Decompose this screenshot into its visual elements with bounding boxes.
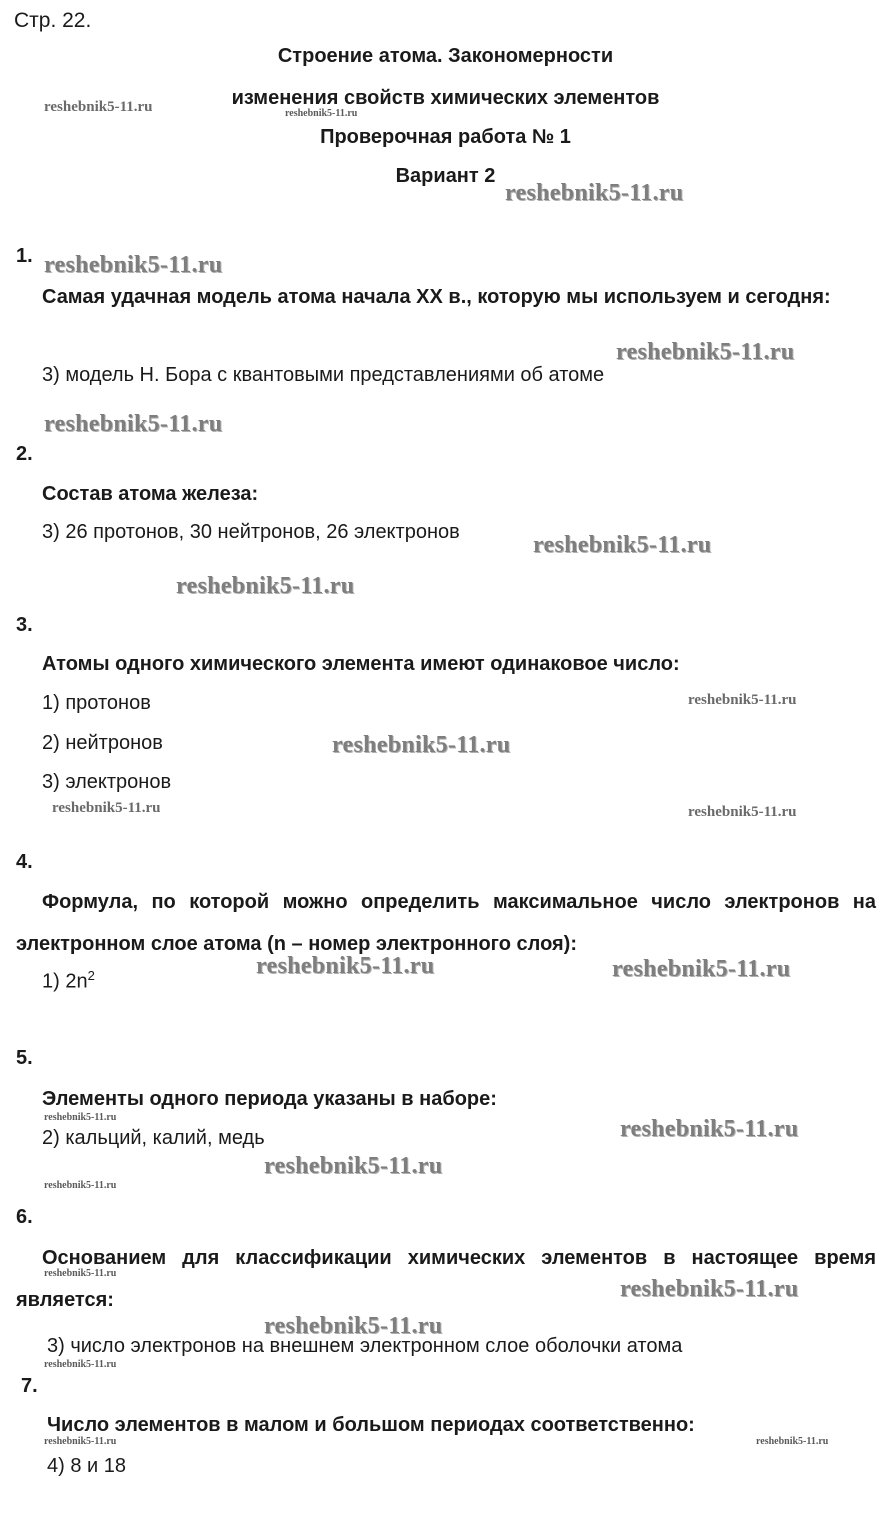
watermark: reshebnik5-11.ru [620,1116,799,1142]
question-number: 2. [16,443,33,465]
watermark: reshebnik5-11.ru [505,180,684,206]
answer: 2) нейтронов [42,732,163,754]
watermark: reshebnik5-11.ru [44,1112,117,1123]
watermark: reshebnik5-11.ru [264,1153,443,1179]
watermark: reshebnik5-11.ru [620,1276,799,1302]
watermark: reshebnik5-11.ru [44,411,223,437]
page-title-line-2: изменения свойств химических элементов [231,87,660,109]
watermark: reshebnik5-11.ru [52,800,161,816]
question-number: 3. [16,614,33,636]
watermark: reshebnik5-11.ru [264,1313,443,1339]
watermark: reshebnik5-11.ru [44,1359,117,1370]
variant-title: Вариант 2 [395,165,496,187]
question-text: Формула, по которой можно определить максимальное число электронов на электронном слое атома (n – номер электронного слоя): [16,891,876,955]
answer: 3) электронов [42,771,172,793]
answer: 3) число электронов на внешнем электронном слое оболочки атома [47,1335,683,1357]
question-number: 1. [16,245,33,267]
watermark: reshebnik5-11.ru [44,1436,117,1447]
question-text: Самая удачная модель атома начала XX в., которую мы используем и сегодня: [42,286,831,308]
answer: 3) 26 протонов, 30 нейтронов, 26 электронов [42,521,460,543]
watermark: reshebnik5-11.ru [285,108,358,119]
watermark: reshebnik5-11.ru [612,956,791,982]
question-text: Элементы одного периода указаны в наборе: [42,1088,497,1110]
answer: 1) $2n^2$ [42,968,95,993]
question-text: Основанием для классификации химических элементов в настоящее время является: [16,1247,876,1311]
answer: 1) протонов [42,692,151,714]
watermark: reshebnik5-11.ru [44,1268,117,1279]
watermark: reshebnik5-11.ru [616,339,795,365]
answer: 3) модель Н. Бора с квантовыми представлениями об атоме [42,364,605,386]
question-text: Атомы одного химического элемента имеют одинаковое число: [42,653,680,675]
watermark: reshebnik5-11.ru [688,692,797,708]
answer: 2) кальций, калий, медь [42,1127,265,1149]
question-number: 7. [21,1375,38,1397]
watermark: reshebnik5-11.ru [44,99,153,115]
watermark: reshebnik5-11.ru [332,732,511,758]
question-number: 6. [16,1206,33,1228]
watermark: reshebnik5-11.ru [688,804,797,820]
page-title-line-1: Строение атома. Закономерности [277,45,614,67]
watermark: reshebnik5-11.ru [756,1436,829,1447]
question-number: 5. [16,1047,33,1069]
question-text: Состав атома железа: [42,483,259,505]
question-number: 4. [16,851,33,873]
watermark: reshebnik5-11.ru [176,573,355,599]
watermark: reshebnik5-11.ru [533,532,712,558]
work-title: Проверочная работа № 1 [320,126,571,148]
page-label: Стр. 22. [14,9,92,32]
question-text: Число элементов в малом и большом периодах соответственно: [47,1414,695,1436]
watermark: reshebnik5-11.ru [256,953,435,979]
watermark: reshebnik5-11.ru [44,252,223,278]
watermark: reshebnik5-11.ru [44,1180,117,1191]
answer: 4) 8 и 18 [47,1455,126,1477]
